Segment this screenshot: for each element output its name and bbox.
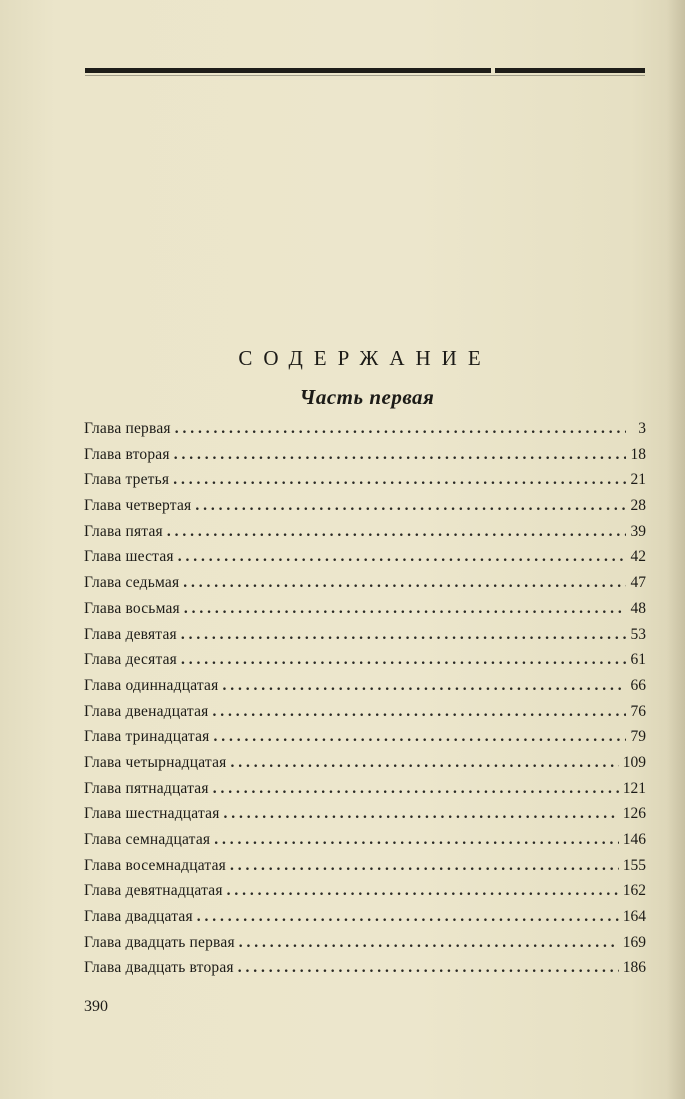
toc-entry-page: 186 [622,959,646,977]
toc-leader-dots [181,651,626,669]
toc-entry-page: 42 [630,548,646,566]
toc-leader-dots [174,446,626,464]
toc-leader-dots [227,882,619,900]
toc-entry-page: 121 [622,779,646,797]
toc-entry [84,934,646,960]
toc-leader-dots [213,780,619,798]
toc-entry [84,728,646,754]
toc-entry-page: 47 [630,574,646,592]
toc-leader-dots [230,857,619,875]
toc-entry-title: Глава четвертая [84,497,192,515]
toc-entry [84,574,646,600]
toc-entry [84,908,646,934]
toc-entry-page: 79 [630,728,646,746]
toc-entry [84,497,646,523]
toc-entry-title: Глава восьмая [84,599,180,617]
toc-entry-page: 18 [630,445,646,463]
toc-entry [84,959,646,985]
toc-entry-title: Глава третья [84,471,170,489]
toc-entry-title: Глава девятнадцатая [84,882,223,900]
toc-entry [84,651,646,677]
toc-leader-dots [175,420,626,438]
toc-entry-title: Глава двенадцатая [84,702,209,720]
toc-entry-page: 21 [630,471,646,489]
toc-entry [84,780,646,806]
contents-heading: СОДЕРЖАНИЕ [238,346,492,370]
toc-leader-dots [184,600,626,618]
toc-entry-page: 28 [630,497,646,515]
toc-entry [84,471,646,497]
toc-leader-dots [197,908,619,926]
toc-leader-dots [222,677,626,695]
toc-entry [84,882,646,908]
toc-entry-title: Глава седьмая [84,574,180,592]
toc-entry-title: Глава вторая [84,445,170,463]
toc-entry [84,754,646,780]
toc-entry-page: 48 [630,599,646,617]
toc-entry-title: Глава одиннадцатая [84,676,219,694]
toc-entry-title: Глава пятнадцатая [84,779,209,797]
toc-leader-dots [173,471,626,489]
toc-entry-title: Глава тринадцатая [84,728,210,746]
toc-entry [84,523,646,549]
toc-leader-dots [167,523,626,541]
toc-entry-page: 76 [630,702,646,720]
toc-entry-page: 66 [630,676,646,694]
toc-entry [84,420,646,446]
toc-entry-title: Глава шестая [84,548,174,566]
toc-entry [84,805,646,831]
toc-leader-dots [214,728,627,746]
toc-leader-dots [178,548,626,566]
toc-entry-title: Глава семнадцатая [84,831,211,848]
toc-entry-page: 109 [622,753,646,771]
toc-entry-page: 39 [630,522,646,540]
toc-entry-title: Глава четырнадцатая [84,753,227,771]
header-rule-left [85,68,491,73]
page-number: 390 [84,998,108,1015]
toc-entry [84,600,646,626]
toc-leader-dots [231,754,619,772]
toc-entry-page: 155 [622,856,646,874]
part-heading: Часть первая [299,385,435,409]
toc-entry-page: 169 [622,933,646,951]
toc-entry-page: 53 [630,625,646,643]
toc-entry-page: 146 [622,831,646,848]
toc-entry-page: 126 [622,805,646,823]
toc-entry-title: Глава пятая [84,522,163,540]
toc-entry [84,831,646,857]
header-rule-right [495,68,645,73]
toc-leader-dots [214,831,619,849]
page-edge-shadow [667,0,685,1099]
toc-entry-title: Глава двадцать первая [84,933,235,951]
toc-leader-dots [238,959,619,977]
toc-leader-dots [224,805,619,823]
toc-entry [84,857,646,883]
toc-entry [84,626,646,652]
toc-entry-title: Глава первая [84,420,171,437]
toc-entry-title: Глава десятая [84,651,178,669]
toc-leader-dots [239,934,619,952]
toc-entry [84,677,646,703]
toc-entry [84,548,646,574]
toc-entry [84,703,646,729]
toc-leader-dots [195,497,626,515]
toc-entry-title: Глава девятая [84,625,177,643]
header-rule-underline [85,75,645,76]
toc-entry-page: 3 [638,420,646,437]
toc-entry-title: Глава шестнадцатая [84,805,220,823]
toc-leader-dots [181,626,626,644]
toc-entry-page: 61 [630,651,646,669]
toc-entry-title: Глава восемнадцатая [84,856,226,874]
table-of-contents [84,420,646,985]
toc-leader-dots [183,574,626,592]
toc-entry-title: Глава двадцать вторая [84,959,234,977]
toc-entry [84,446,646,472]
toc-entry-page: 164 [622,908,646,926]
toc-entry-page: 162 [622,882,646,900]
toc-entry-title: Глава двадцатая [84,908,193,926]
toc-leader-dots [212,703,626,721]
